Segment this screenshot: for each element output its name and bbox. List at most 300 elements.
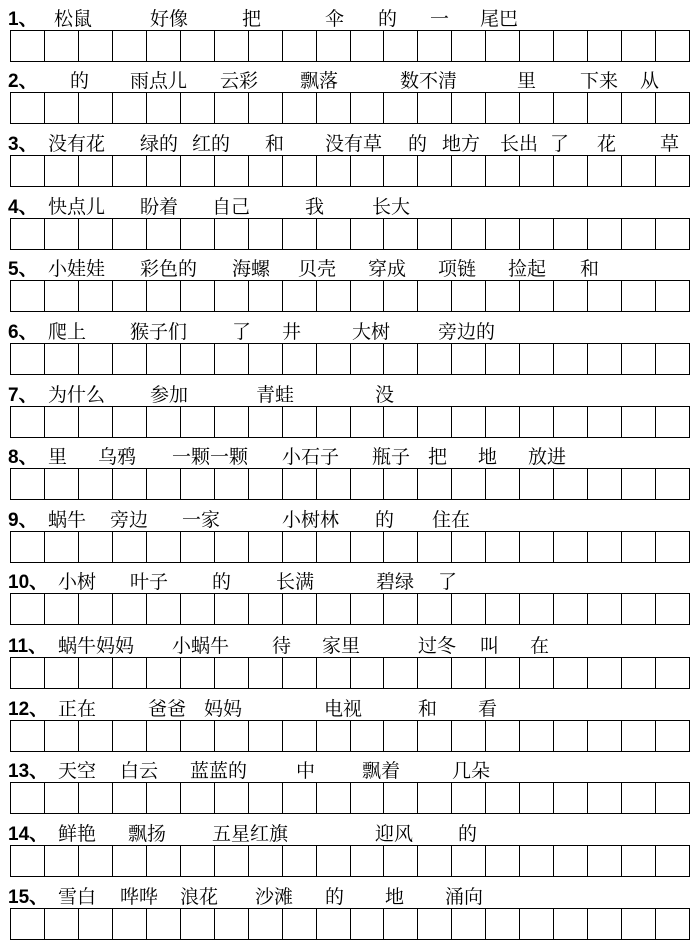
answer-cell[interactable] [215,657,249,689]
answer-cell[interactable] [486,908,520,940]
answer-cell[interactable] [79,92,113,124]
answer-cell[interactable] [656,406,690,438]
answer-cell[interactable] [418,531,452,563]
answer-cell[interactable] [351,280,385,312]
answer-cell[interactable] [554,720,588,752]
answer-cell[interactable] [384,92,418,124]
answer-cell[interactable] [147,468,181,500]
answer-cell[interactable] [351,155,385,187]
answer-cell[interactable] [554,908,588,940]
answer-cell[interactable] [588,218,622,250]
answer-cell[interactable] [520,92,554,124]
answer-cell[interactable] [520,30,554,62]
answer-cell[interactable] [249,782,283,814]
answer-cell[interactable] [452,908,486,940]
answer-cell[interactable] [452,468,486,500]
answer-cell[interactable] [486,218,520,250]
answer-cell[interactable] [452,406,486,438]
answer-cell[interactable] [452,657,486,689]
answer-cell[interactable] [588,406,622,438]
answer-cell[interactable] [215,468,249,500]
answer-cell[interactable] [147,343,181,375]
answer-cell[interactable] [11,406,45,438]
answer-cell[interactable] [45,782,79,814]
answer-cell[interactable] [452,593,486,625]
answer-cell[interactable] [588,720,622,752]
answer-cell[interactable] [588,908,622,940]
answer-cell[interactable] [249,531,283,563]
answer-cell[interactable] [452,218,486,250]
answer-cell[interactable] [283,92,317,124]
answer-cell[interactable] [113,280,147,312]
answer-cell[interactable] [317,155,351,187]
answer-cell[interactable] [113,218,147,250]
answer-cell[interactable] [113,343,147,375]
answer-cell[interactable] [181,908,215,940]
answer-cell[interactable] [215,720,249,752]
answer-cell[interactable] [283,845,317,877]
answer-cell[interactable] [418,218,452,250]
answer-cell[interactable] [147,908,181,940]
answer-cell[interactable] [249,593,283,625]
answer-cell[interactable] [283,280,317,312]
answer-cell[interactable] [317,593,351,625]
answer-cell[interactable] [113,406,147,438]
answer-cell[interactable] [11,155,45,187]
answer-cell[interactable] [317,406,351,438]
answer-cell[interactable] [283,468,317,500]
answer-cell[interactable] [79,657,113,689]
answer-cell[interactable] [554,782,588,814]
answer-cell[interactable] [452,782,486,814]
answer-cell[interactable] [588,92,622,124]
answer-cell[interactable] [656,908,690,940]
answer-cell[interactable] [79,280,113,312]
answer-cell[interactable] [622,343,656,375]
answer-cell[interactable] [215,782,249,814]
answer-cell[interactable] [147,218,181,250]
answer-cell[interactable] [181,280,215,312]
answer-cell[interactable] [486,720,520,752]
answer-cell[interactable] [215,155,249,187]
answer-cell[interactable] [113,720,147,752]
answer-cell[interactable] [486,657,520,689]
answer-cell[interactable] [317,280,351,312]
answer-cell[interactable] [147,657,181,689]
answer-cell[interactable] [181,30,215,62]
answer-cell[interactable] [520,406,554,438]
answer-cell[interactable] [486,845,520,877]
answer-cell[interactable] [45,720,79,752]
answer-cell[interactable] [520,593,554,625]
answer-cell[interactable] [79,30,113,62]
answer-cell[interactable] [656,280,690,312]
answer-cell[interactable] [79,782,113,814]
answer-cell[interactable] [588,593,622,625]
answer-cell[interactable] [113,92,147,124]
answer-cell[interactable] [554,92,588,124]
answer-cell[interactable] [249,908,283,940]
answer-cell[interactable] [45,845,79,877]
answer-cell[interactable] [384,343,418,375]
answer-cell[interactable] [317,845,351,877]
answer-cell[interactable] [181,406,215,438]
answer-cell[interactable] [622,155,656,187]
answer-cell[interactable] [588,782,622,814]
answer-cell[interactable] [79,720,113,752]
answer-cell[interactable] [45,343,79,375]
answer-cell[interactable] [283,30,317,62]
answer-cell[interactable] [554,218,588,250]
answer-cell[interactable] [588,280,622,312]
answer-cell[interactable] [351,720,385,752]
answer-cell[interactable] [486,593,520,625]
answer-cell[interactable] [622,218,656,250]
answer-cell[interactable] [418,92,452,124]
answer-cell[interactable] [45,92,79,124]
answer-cell[interactable] [215,406,249,438]
answer-cell[interactable] [351,593,385,625]
answer-cell[interactable] [486,155,520,187]
answer-cell[interactable] [452,720,486,752]
answer-cell[interactable] [317,92,351,124]
answer-cell[interactable] [418,155,452,187]
answer-cell[interactable] [249,280,283,312]
answer-cell[interactable] [554,468,588,500]
answer-cell[interactable] [113,531,147,563]
answer-cell[interactable] [418,280,452,312]
answer-cell[interactable] [249,155,283,187]
answer-cell[interactable] [622,468,656,500]
answer-cell[interactable] [11,657,45,689]
answer-cell[interactable] [554,845,588,877]
answer-cell[interactable] [11,92,45,124]
answer-cell[interactable] [215,531,249,563]
answer-cell[interactable] [79,468,113,500]
answer-cell[interactable] [588,845,622,877]
answer-cell[interactable] [656,343,690,375]
answer-cell[interactable] [622,845,656,877]
answer-cell[interactable] [656,218,690,250]
answer-cell[interactable] [452,155,486,187]
answer-cell[interactable] [11,593,45,625]
answer-cell[interactable] [45,30,79,62]
answer-cell[interactable] [656,593,690,625]
answer-cell[interactable] [351,908,385,940]
answer-cell[interactable] [79,531,113,563]
answer-cell[interactable] [181,531,215,563]
answer-cell[interactable] [181,155,215,187]
answer-cell[interactable] [317,908,351,940]
answer-cell[interactable] [656,845,690,877]
answer-cell[interactable] [79,845,113,877]
answer-cell[interactable] [418,593,452,625]
answer-cell[interactable] [215,343,249,375]
answer-cell[interactable] [656,30,690,62]
answer-cell[interactable] [11,845,45,877]
answer-cell[interactable] [181,343,215,375]
answer-cell[interactable] [317,531,351,563]
answer-cell[interactable] [113,593,147,625]
answer-cell[interactable] [384,531,418,563]
answer-cell[interactable] [181,92,215,124]
answer-cell[interactable] [147,593,181,625]
answer-cell[interactable] [351,468,385,500]
answer-cell[interactable] [656,782,690,814]
answer-cell[interactable] [249,92,283,124]
answer-cell[interactable] [418,468,452,500]
answer-cell[interactable] [11,30,45,62]
answer-cell[interactable] [418,908,452,940]
answer-cell[interactable] [384,908,418,940]
answer-cell[interactable] [622,782,656,814]
answer-cell[interactable] [215,280,249,312]
answer-cell[interactable] [249,343,283,375]
answer-cell[interactable] [45,468,79,500]
answer-cell[interactable] [452,343,486,375]
answer-cell[interactable] [384,593,418,625]
answer-cell[interactable] [588,468,622,500]
answer-cell[interactable] [317,30,351,62]
answer-cell[interactable] [147,155,181,187]
answer-cell[interactable] [554,30,588,62]
answer-cell[interactable] [113,845,147,877]
answer-cell[interactable] [418,343,452,375]
answer-cell[interactable] [486,468,520,500]
answer-cell[interactable] [283,657,317,689]
answer-cell[interactable] [11,468,45,500]
answer-cell[interactable] [283,720,317,752]
answer-cell[interactable] [384,406,418,438]
answer-cell[interactable] [554,657,588,689]
answer-cell[interactable] [622,30,656,62]
answer-cell[interactable] [181,782,215,814]
answer-cell[interactable] [418,782,452,814]
answer-cell[interactable] [520,845,554,877]
answer-cell[interactable] [283,406,317,438]
answer-cell[interactable] [486,782,520,814]
answer-cell[interactable] [588,155,622,187]
answer-cell[interactable] [520,218,554,250]
answer-cell[interactable] [520,782,554,814]
answer-cell[interactable] [79,908,113,940]
answer-cell[interactable] [554,531,588,563]
answer-cell[interactable] [351,406,385,438]
answer-cell[interactable] [45,908,79,940]
answer-cell[interactable] [384,155,418,187]
answer-cell[interactable] [45,280,79,312]
answer-cell[interactable] [113,155,147,187]
answer-cell[interactable] [351,657,385,689]
answer-cell[interactable] [317,218,351,250]
answer-cell[interactable] [656,531,690,563]
answer-cell[interactable] [520,343,554,375]
answer-cell[interactable] [418,30,452,62]
answer-cell[interactable] [351,30,385,62]
answer-cell[interactable] [113,657,147,689]
answer-cell[interactable] [11,782,45,814]
answer-cell[interactable] [452,280,486,312]
answer-cell[interactable] [45,406,79,438]
answer-cell[interactable] [215,92,249,124]
answer-cell[interactable] [249,720,283,752]
answer-cell[interactable] [351,531,385,563]
answer-cell[interactable] [486,92,520,124]
answer-cell[interactable] [656,92,690,124]
answer-cell[interactable] [181,720,215,752]
answer-cell[interactable] [249,218,283,250]
answer-cell[interactable] [520,908,554,940]
answer-cell[interactable] [452,92,486,124]
answer-cell[interactable] [554,280,588,312]
answer-cell[interactable] [215,593,249,625]
answer-cell[interactable] [418,406,452,438]
answer-cell[interactable] [520,720,554,752]
answer-cell[interactable] [283,155,317,187]
answer-cell[interactable] [588,657,622,689]
answer-cell[interactable] [249,468,283,500]
answer-cell[interactable] [554,343,588,375]
answer-cell[interactable] [656,657,690,689]
answer-cell[interactable] [283,782,317,814]
answer-cell[interactable] [588,30,622,62]
answer-cell[interactable] [384,468,418,500]
answer-cell[interactable] [11,343,45,375]
answer-cell[interactable] [520,280,554,312]
answer-cell[interactable] [45,593,79,625]
answer-cell[interactable] [554,406,588,438]
answer-cell[interactable] [113,908,147,940]
answer-cell[interactable] [520,531,554,563]
answer-cell[interactable] [351,92,385,124]
answer-cell[interactable] [147,531,181,563]
answer-cell[interactable] [11,280,45,312]
answer-cell[interactable] [486,343,520,375]
answer-cell[interactable] [317,468,351,500]
answer-cell[interactable] [317,720,351,752]
answer-cell[interactable] [656,720,690,752]
answer-cell[interactable] [79,218,113,250]
answer-cell[interactable] [147,845,181,877]
answer-cell[interactable] [452,30,486,62]
answer-cell[interactable] [622,720,656,752]
answer-cell[interactable] [622,531,656,563]
answer-cell[interactable] [418,657,452,689]
answer-cell[interactable] [79,155,113,187]
answer-cell[interactable] [147,92,181,124]
answer-cell[interactable] [384,782,418,814]
answer-cell[interactable] [588,343,622,375]
answer-cell[interactable] [181,845,215,877]
answer-cell[interactable] [79,593,113,625]
answer-cell[interactable] [554,593,588,625]
answer-cell[interactable] [622,406,656,438]
answer-cell[interactable] [147,406,181,438]
answer-cell[interactable] [283,218,317,250]
answer-cell[interactable] [317,343,351,375]
answer-cell[interactable] [486,531,520,563]
answer-cell[interactable] [317,782,351,814]
answer-cell[interactable] [45,531,79,563]
answer-cell[interactable] [656,468,690,500]
answer-cell[interactable] [215,218,249,250]
answer-cell[interactable] [113,30,147,62]
answer-cell[interactable] [622,92,656,124]
answer-cell[interactable] [486,406,520,438]
answer-cell[interactable] [181,593,215,625]
answer-cell[interactable] [622,908,656,940]
answer-cell[interactable] [181,468,215,500]
answer-cell[interactable] [215,845,249,877]
answer-cell[interactable] [147,280,181,312]
answer-cell[interactable] [384,218,418,250]
answer-cell[interactable] [520,155,554,187]
answer-cell[interactable] [181,218,215,250]
answer-cell[interactable] [79,406,113,438]
answer-cell[interactable] [249,845,283,877]
answer-cell[interactable] [215,908,249,940]
answer-cell[interactable] [11,531,45,563]
answer-cell[interactable] [351,782,385,814]
answer-cell[interactable] [79,343,113,375]
answer-cell[interactable] [283,908,317,940]
answer-cell[interactable] [113,782,147,814]
answer-cell[interactable] [283,343,317,375]
answer-cell[interactable] [45,218,79,250]
answer-cell[interactable] [418,845,452,877]
answer-cell[interactable] [656,155,690,187]
answer-cell[interactable] [554,155,588,187]
answer-cell[interactable] [622,280,656,312]
answer-cell[interactable] [249,30,283,62]
answer-cell[interactable] [45,155,79,187]
answer-cell[interactable] [384,30,418,62]
answer-cell[interactable] [249,406,283,438]
answer-cell[interactable] [384,280,418,312]
answer-cell[interactable] [452,531,486,563]
answer-cell[interactable] [283,593,317,625]
answer-cell[interactable] [486,30,520,62]
answer-cell[interactable] [622,657,656,689]
answer-cell[interactable] [147,30,181,62]
answer-cell[interactable] [215,30,249,62]
answer-cell[interactable] [351,218,385,250]
answer-cell[interactable] [384,720,418,752]
answer-cell[interactable] [147,782,181,814]
answer-cell[interactable] [11,720,45,752]
answer-cell[interactable] [520,657,554,689]
answer-cell[interactable] [384,845,418,877]
answer-cell[interactable] [249,657,283,689]
answer-cell[interactable] [283,531,317,563]
answer-cell[interactable] [418,720,452,752]
answer-cell[interactable] [351,343,385,375]
answer-cell[interactable] [622,593,656,625]
answer-cell[interactable] [588,531,622,563]
answer-cell[interactable] [317,657,351,689]
answer-cell[interactable] [147,720,181,752]
answer-cell[interactable] [11,218,45,250]
answer-cell[interactable] [45,657,79,689]
answer-cell[interactable] [181,657,215,689]
answer-cell[interactable] [351,845,385,877]
answer-cell[interactable] [452,845,486,877]
answer-cell[interactable] [384,657,418,689]
answer-cell[interactable] [486,280,520,312]
answer-cell[interactable] [11,908,45,940]
answer-cell[interactable] [520,468,554,500]
answer-cell[interactable] [113,468,147,500]
